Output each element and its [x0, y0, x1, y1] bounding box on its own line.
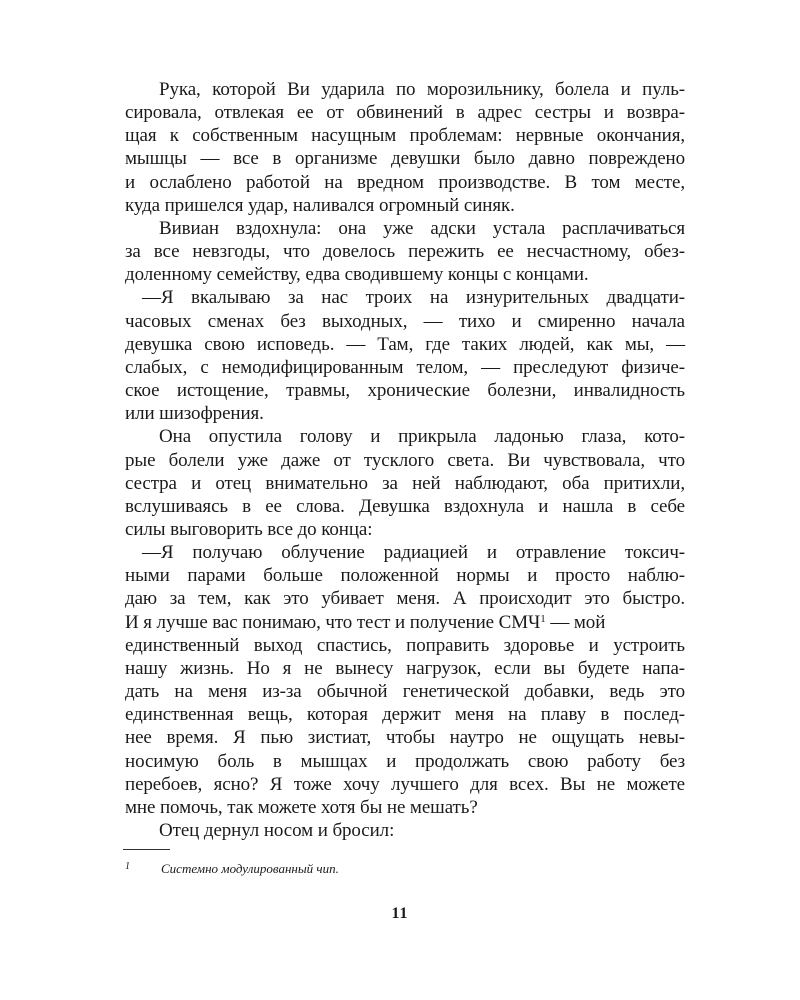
- footnote-marker: 1: [125, 861, 130, 872]
- text-line: слабых, с немодифицированным телом, — преследуют физиче-: [125, 356, 685, 378]
- text-line: носимую боль в мышцах и продолжать свою работу без: [125, 750, 685, 772]
- text-line: силы выговорить все до конца:: [125, 518, 373, 540]
- text-line: мне помочь, так можете хотя бы не мешать?: [125, 796, 478, 818]
- text-line: —Я получаю облучение радиацией и отравление токсич-: [142, 542, 685, 564]
- text-line: Вивиан вздохнула: она уже адски устала расплачиваться: [159, 217, 685, 239]
- text-line-part: И я лучше вас понимаю, что тест и получение СМЧ: [125, 611, 541, 633]
- text-line: —Я вкалываю за нас троих на изнурительных двадцати-: [142, 287, 685, 309]
- text-line: вслушиваясь в ее слова. Девушка вздохнула и нашла в себе: [125, 495, 685, 517]
- footnote-reference: 1: [540, 612, 546, 625]
- text-line-part: — мой: [545, 611, 606, 633]
- footnote-separator: [123, 849, 170, 850]
- text-line: ское истощение, травмы, хронические болезни, инвалидность: [125, 380, 685, 402]
- page-number: 11: [391, 905, 409, 922]
- text-line: Рука, которой Ви ударила по морозильнику, болела и пуль-: [159, 79, 685, 100]
- text-line: ными парами больше положенной нормы и просто наблю-: [125, 565, 685, 587]
- text-line: дать на меня из-за обычной генетической добавки, ведь это: [125, 681, 685, 703]
- text-line: Она опустила голову и прикрыла ладонью глаза, кото-: [159, 426, 685, 448]
- body-text: [125, 78, 685, 842]
- text-line: девушка свою исповедь. — Там, где таких людей, как мы, —: [125, 333, 685, 355]
- text-line: единственная вещь, которая держит меня на плаву в послед-: [125, 704, 685, 726]
- text-line: перебоев, ясно? Я тоже хочу лучшего для всех. Вы не можете: [125, 773, 685, 795]
- text-line: сировала, отвлекая ее от обвинений в адрес сестры и возвра-: [125, 102, 685, 124]
- footnote-text: Системно модулированный чип.: [161, 861, 339, 876]
- text-line: даю за тем, как это убивает меня. А происходит это быстро.: [125, 588, 685, 610]
- text-line: рые болели уже даже от тусклого света. Ви чувствовала, что: [125, 449, 685, 471]
- text-line: мышцы — все в организме девушки было давно повреждено: [125, 148, 685, 170]
- text-line: [125, 611, 685, 634]
- text-line: единственный выход спастись, поправить здоровье и устроить: [125, 634, 685, 656]
- text-line: нее время. Я пью зистиат, чтобы наутро не ощущать невы-: [125, 727, 685, 749]
- text-line: доленному семейству, едва сводившему концы с концами.: [125, 264, 589, 286]
- text-line: сестра и отец внимательно за ней наблюдают, оба притихли,: [125, 472, 685, 494]
- text-line: щая к собственным насущным проблемам: нервные окончания,: [125, 125, 685, 147]
- text-line: нашу жизнь. Но я не вынесу нагрузок, если вы будете напа-: [125, 657, 685, 679]
- text-line: часовых сменах без выходных, — тихо и смиренно начала: [125, 310, 685, 332]
- text-line: Отец дернул носом и бросил:: [159, 820, 395, 841]
- text-line: куда пришелся удар, наливался огромный синяк.: [125, 194, 515, 216]
- text-line: или шизофрения.: [125, 403, 264, 425]
- text-line: и ослаблено работой на вредном производстве. В том месте,: [125, 171, 685, 193]
- text-line: за все невзгоды, что довелось пережить ее несчастному, обез-: [125, 241, 685, 263]
